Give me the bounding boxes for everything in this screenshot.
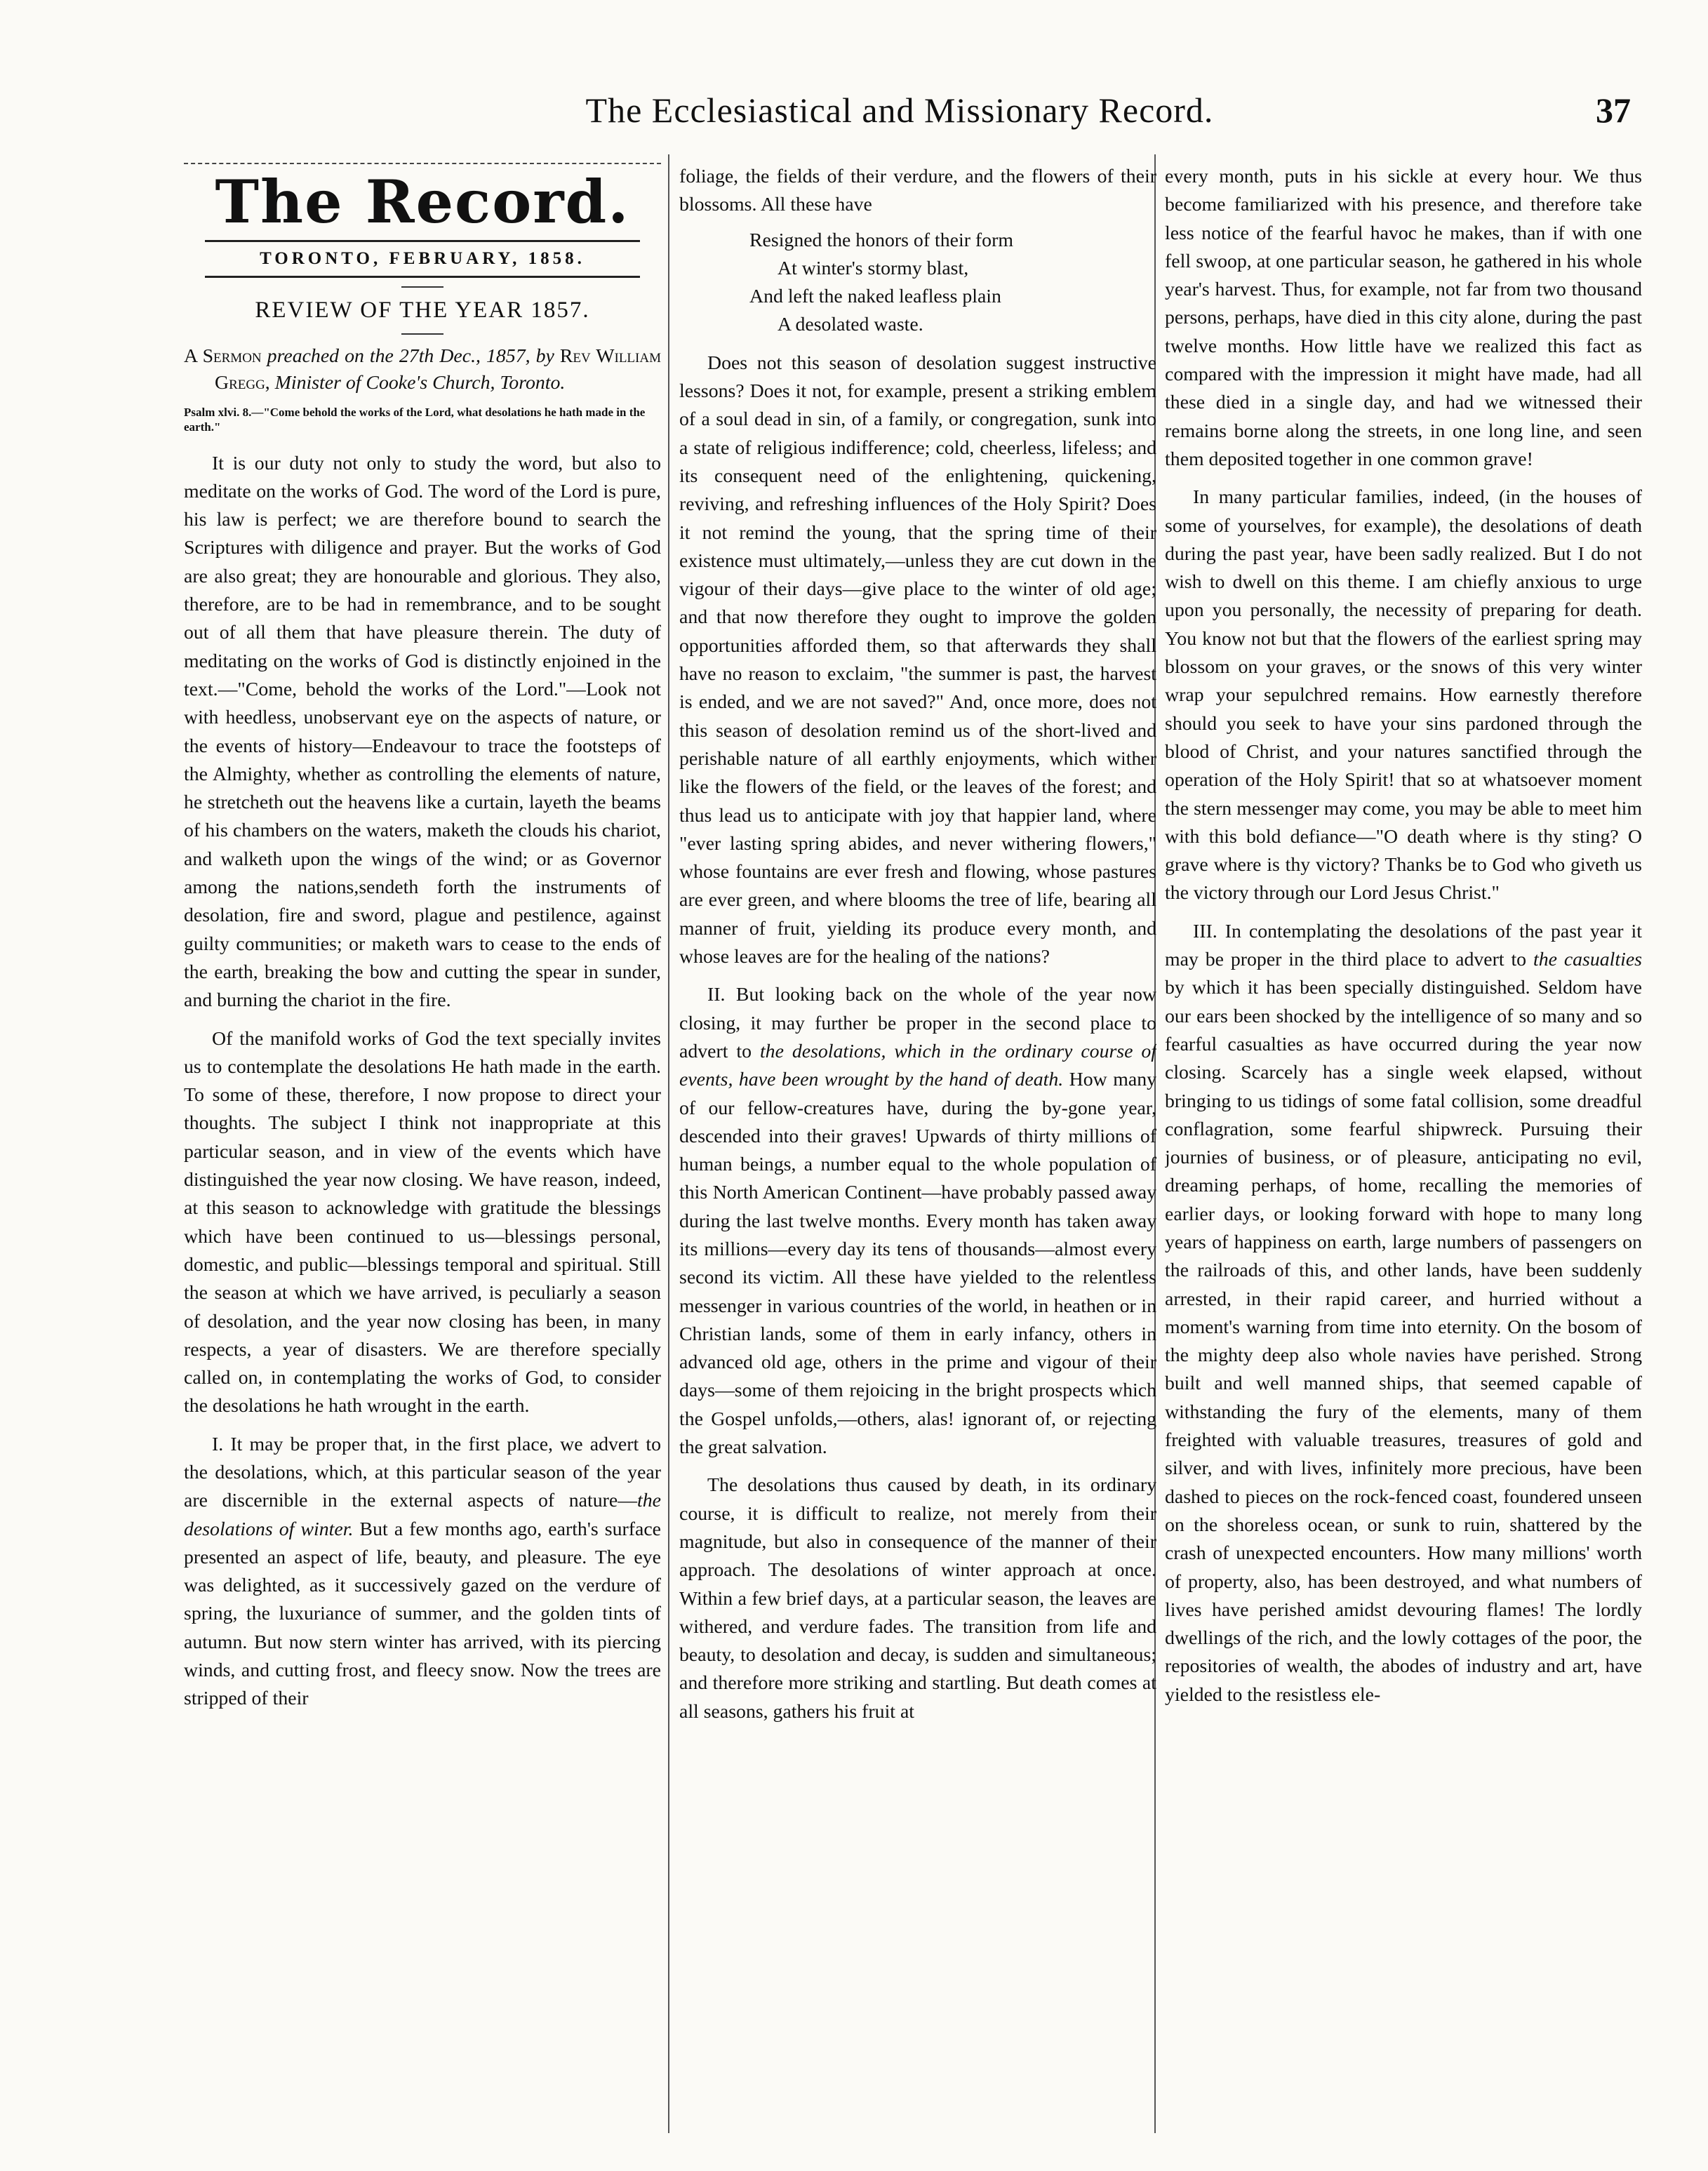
top-rule: [184, 163, 661, 164]
verse-line: A desolated waste.: [778, 314, 923, 336]
byline-role: Minister of Cooke's Church, Toronto.: [274, 371, 566, 394]
dateline: TORONTO, FEBRUARY, 1858.: [205, 240, 640, 278]
divider: [401, 286, 443, 288]
paragraph: Does not this season of desolation suggest instructive lessons? Does it not, for example, present a striking emblem of a soul dead in sin, of a family, or congregation, sunk into a state of religious indifference; cold, cheerless, lifeless; and its consequent need of the enlightening, quickening, reviving, and refreshing influences of the Holy Spirit? Does it not remind the young, that the spring time of their existence must ultimately,—unless they are cut down in the vigour of their days—give place to the winter of old age; and that now therefore they ought to improve the golden opportunities afforded them, so that afterwards they shall have no reason to exclaim, "the summer is past, the harvest is ended, and we are not saved?" And, once more, does not this season of desolation remind us of the short-lived and perishable nature of all earthly enjoyments, which wither like the flowers of the field, or the leaves of the forest; and thus lead us to anticipate with joy that happier land, where "ever lasting spring abides, and never withering flowers," whose fountains are ever fresh and flowing, whose pastures are ever green, and where blooms the tree of life, bearing all manner of fruit, yielding its produce every month, and whose leaves are for the healing of the nations?: [679, 352, 1156, 968]
paragraph-continued: every month, puts in his sickle at every hour. We thus become familiarized with his presence, and therefore take less notice of the fearful havoc he makes, than if with one fell swoop, at one particular season, he gathered in his whole year's harvest. Thus, for example, not far from two thousand persons, perhaps, have died in this city alone, during the past twelve months. How little have we realized this fact as compared with the impression it might have made, had all these died in a single day, and had we witnessed their remains borne along the streets, in one long line, and seen them deposited together in one common grave!: [1165, 166, 1642, 470]
paragraph: The desolations thus caused by death, in its ordinary course, it is difficult to realize, not merely from their magnitude, but also in consequence of the manner of their approach. The desolations of winter approach at once. Within a few brief days, at a particular season, the leaves are withered, and verdure fades. The transition from life and beauty, to desolation and decay, is sudden and simultaneous; and therefore more striking and startling. But death comes at all seasons, gathers his fruit at: [679, 1474, 1156, 1723]
page-number: 37: [1596, 91, 1631, 130]
paragraph: Of the manifold works of God the text specially invites us to contemplate the desolations He hath made in the earth. To some of these, therefore, I now propose to direct your thoughts. The subject I think not inappropriate at this particular season, and in view of the events which have distinguished the year now closing. We have reason, indeed, at this season to acknowledge with gratitude the blessings which have been continued to us—blessings personal, domestic, and public—blessings temporal and spiritual. Still the season at which we have arrived, is peculiarly a season of desolation, and the year now closing has been, in many respects, a year of disasters. We are therefore specially called on, in contemplating the works of God, to consider the desolations he hath wrought in the earth.: [184, 1027, 661, 1417]
divider: [401, 333, 443, 335]
paragraph: In many particular families, indeed, (in the houses of some of yourselves, for example), the desolations of death during the past year, have been sadly realized. But I do not wish to dwell on this theme. I am chiefly anxious to urge upon you personally, the necessity of preparing for death. You know not but that the flowers of the earliest spring may blossom on your graves, or the snows of this very winter wrap your sepulchred remains. How earnestly therefore should you seek to have your sins pardoned through the blood of Christ, and your natures sanctified through the operation of the Holy Spirit! that so at whatsoever moment the stern messenger may come, you may be able to meet him with this bold defiance—"O death where is thy sting? O grave where is thy victory? Thanks be to God who giveth us the victory through our Lord Jesus Christ.": [1165, 486, 1642, 904]
byline-author: Rev William Gregg,: [215, 345, 661, 394]
byline-italic: preached on the 27th Dec., 1857, by: [267, 345, 554, 367]
column-3: [1165, 163, 1642, 2127]
column-rule-left: [668, 154, 669, 2133]
paragraph: I. It may be proper that, in the first place, we advert to the desolations, which, at this particular season of the year are discernible in the external aspects of nature—the desolations of winter. But a few months ago, earth's surface presented an aspect of life, beauty, and pleasure. The eye was delighted, as it successively gazed on the verdure of spring, the luxuriance of summer, and the golden tints of autumn. But now stern winter has arrived, with its piercing winds, and cutting frost, and fleecy snow. Now the trees are stripped of their: [184, 1433, 661, 1710]
running-head: [168, 90, 1631, 146]
masthead-title: The Record.: [215, 167, 630, 236]
verse-line: And left the naked leafless plain: [749, 286, 1001, 308]
column-1: [184, 163, 661, 2127]
paragraph: III. In contemplating the desolations of the past year it may be proper in the third place to advert to the casualties by which it has been specially distinguished. Seldom have our ears been shocked by the intelligence of so many and so fearful casualties as have occurred during the year now closing. Scarcely has a single week elapsed, without bringing to us tidings of some fatal collision, some dreadful conflagration, some fearful shipwreck. Pursuing their journies of business, or of pleasure, anticipating no evil, dreaming perhaps, of home, recalling the memories of earlier days, or looking forward with hope to many long years of happiness on earth, large numbers of passengers on the railroads of this, and other lands, have been suddenly arrested, in their rapid career, and hurried without a moment's warning from time into eternity. On the bosom of the mighty deep also whole navies have perished. Strong built and well manned ships, that seemed capable of withstanding the fury of the elements, many of them freighted with valuable treasures, treasures of gold and silver, and with lives, infinitely more precious, have been dashed to pieces on the rock-fenced coast, foundered unseen on the shoreless ocean, or sunk to ruin, shattered by the crash of unexpected encounters. How many millions' worth of property, also, has been destroyed, and what numbers of lives have perished amidst devouring flames! The lordly dwellings of the rich, and the lowly cottages of the poor, the repositories of wealth, the abodes of industry and art, have yielded to the resistless ele-: [1165, 920, 1642, 1706]
byline-lead: A Sermon: [184, 345, 262, 367]
paragraph: It is our duty not only to study the word, but also to meditate on the works of God. The word of the Lord is pure, his law is perfect; we are therefore bound to search the Scriptures with diligence and prayer. But the works of God are also great; they are honourable and glorious. They also, therefore, are to be had in remembrance, and to be sought out of all them that have pleasure therein. The duty of meditating on the works of God is distinctly enjoined in the text.—"Come, behold the works of the Lord."—Look not with heedless, unobservant eye on the aspects of nature, or the events of history—Endeavour to trace the footsteps of the Almighty, whether as controlling the elements of nature, he stretcheth out the heavens like a curtain, layeth the beams of his chambers on the waters, maketh the clouds his chariot, and walketh upon the wings of the wind; or as Governor among the nations,sendeth forth the instruments of desolation, fire and sword, plague and pestilence, against guilty communities; or maketh wars to cease to the ends of the earth, breaking the bow and cutting the spear in sunder, and burning the chariot in the fire.: [184, 452, 661, 1012]
byline: [184, 343, 661, 396]
paragraph: II. But looking back on the whole of the year now closing, it may further be proper in the second place to advert to the desolations, which in the ordinary course of events, have been wrought by the hand of death. How many of our fellow-creatures have, during the by-gone year, descended into their graves! Upwards of thirty millions of human beings, a number equal to the whole population of this North American Continent—have probably passed away during the last twelve months. Every month has taken away its millions—every day its tens of thousands—almost every second its victim. All these have yielded to the relentless messenger in various countries of the world, in heathen or in Christian lands, some of them in early infancy, others in advanced old age, others in the prime and vigour of their days—some of them rejoicing in the bright prospects which the Gospel unfolds,—others, alas! ignorant of, or rejecting the great salvation.: [679, 984, 1156, 1459]
verse-line: At winter's stormy blast,: [778, 257, 969, 279]
epigraph: Psalm xlvi. 8.—"Come behold the works of the Lord, what desolations he hath made in the earth.": [184, 405, 646, 434]
article-heading: REVIEW OF THE YEAR 1857.: [255, 298, 590, 323]
running-title: The Ecclesiastical and Missionary Record.: [585, 91, 1214, 130]
verse: [679, 227, 1156, 340]
verse-line: Resigned the honors of their form: [749, 229, 1013, 251]
column-2: [679, 163, 1156, 2127]
paragraph-continued: foliage, the fields of their verdure, and the flowers of their blossoms. All these have: [679, 166, 1156, 216]
